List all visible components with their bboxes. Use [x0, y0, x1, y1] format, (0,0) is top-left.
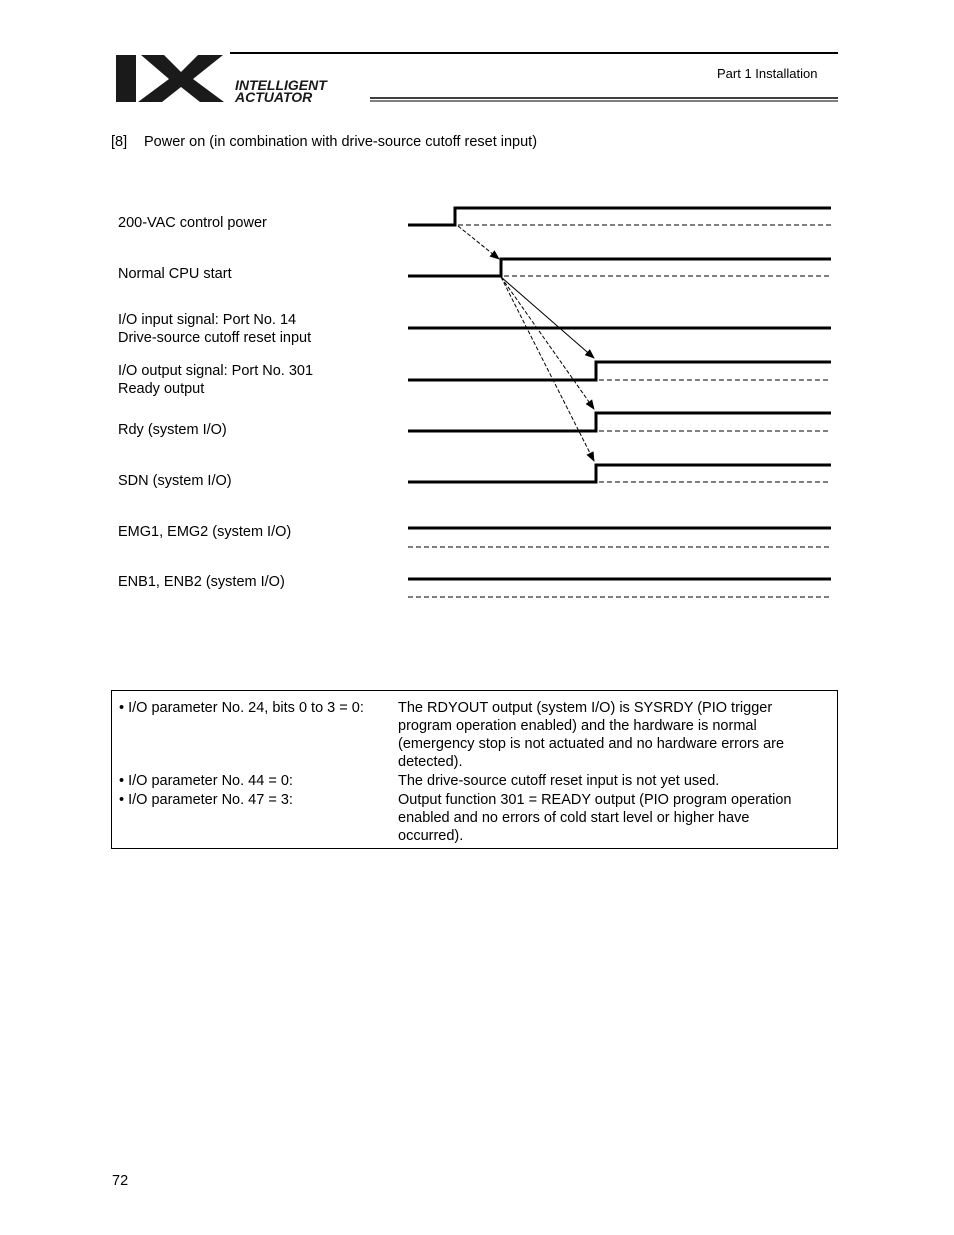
parameter-value: Output function 301 = READY output (PIO program operation enabled and no errors of cold start level or higher have occurred).: [398, 792, 792, 844]
parameter-key: • I/O parameter No. 24, bits 0 to 3 = 0:: [119, 700, 364, 716]
parameter-value: The RDYOUT output (system I/O) is SYSRDY (PIO trigger program operation enabled) and the hardware is normal (emergency stop is not actuated and no hardware errors are detected).: [398, 700, 785, 770]
parameter-box: [111, 690, 838, 849]
parameter-value: The drive-source cutoff reset input is not yet used.: [398, 773, 720, 789]
arrow-cpu-to-port301: [501, 277, 594, 358]
section-title: Power on (in combination with drive-source cutoff reset input): [144, 134, 538, 150]
section-number: [8]: [111, 134, 128, 150]
arrow-cpu-to-rdy: [501, 277, 594, 409]
page-number: 72: [112, 1173, 129, 1189]
signal-label-enb: ENB1, ENB2 (system I/O): [118, 574, 285, 590]
logo-text-line1: INTELLIGENT: [235, 77, 327, 93]
signal-label-200vac: 200-VAC control power: [118, 215, 267, 231]
waveform-sdn: [408, 465, 831, 482]
signal-label-emg: EMG1, EMG2 (system I/O): [118, 524, 292, 540]
signal-label-port14: I/O input signal: Port No. 14 Drive-source cutoff reset input: [118, 312, 312, 346]
signal-label-rdy: Rdy (system I/O): [118, 422, 227, 438]
logo-x-shape: [138, 55, 224, 102]
logo-i-bar: [116, 55, 136, 102]
arrow-cpu-to-sdn: [501, 277, 594, 461]
waveform-rdy: [408, 413, 831, 431]
timing-diagram: [400, 195, 840, 610]
parameter-key: • I/O parameter No. 44 = 0:: [119, 773, 293, 789]
signal-label-cpu-start: Normal CPU start: [118, 266, 232, 282]
parameter-key: • I/O parameter No. 47 = 3:: [119, 792, 293, 808]
part-label: Part 1 Installation: [717, 66, 818, 81]
signal-label-port301: I/O output signal: Port No. 301 Ready output: [118, 363, 314, 397]
waveform-cpu-start: [408, 259, 831, 276]
logo-text-line2: ACTUATOR: [235, 89, 313, 105]
signal-label-sdn: SDN (system I/O): [118, 473, 232, 489]
waveform-200vac: [408, 208, 831, 225]
arrow-power-to-cpu: [458, 226, 499, 259]
waveform-port301: [408, 362, 831, 380]
